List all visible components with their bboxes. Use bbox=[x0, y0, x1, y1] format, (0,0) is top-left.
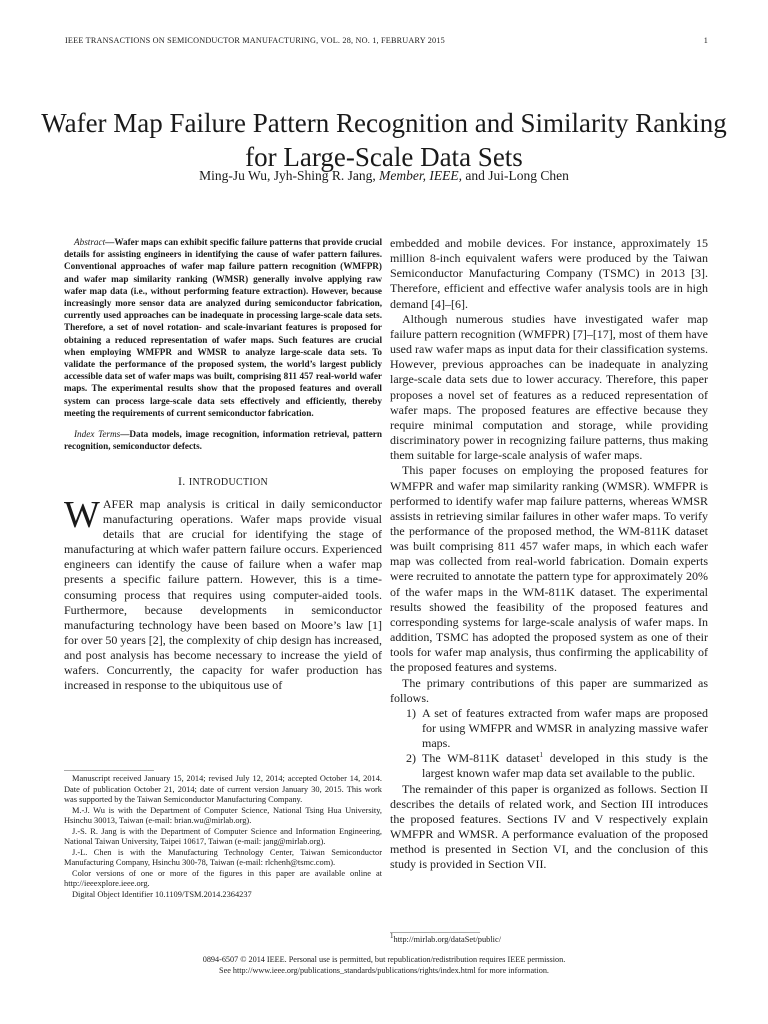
dataset-url[interactable]: http://mirlab.org/dataSet/public/ bbox=[393, 935, 502, 944]
paper-title: Wafer Map Failure Pattern Recognition and Similarity Ranking for Large-Scale Data Sets bbox=[41, 108, 727, 173]
list-item-number: 1) bbox=[406, 705, 416, 720]
section-title: INTRODUCTION bbox=[188, 477, 269, 489]
footnote-author-wu: M.-J. Wu is with the Department of Computer Science, National Tsing Hua University, Hsinchu 30013, Taiwan (e-mail: brian.wu@mirlab.org). bbox=[64, 805, 382, 825]
list-item-text-a: The WM-811K dataset bbox=[422, 751, 540, 766]
index-terms bbox=[64, 428, 382, 452]
footnote-divider bbox=[64, 770, 154, 771]
contributions-list bbox=[390, 706, 708, 782]
list-item-text bbox=[422, 751, 708, 781]
footnote-manuscript: Manuscript received January 15, 2014; revised July 12, 2014; accepted October 14, 2014. Date of publication October 21, 2014; date of current version January 30, 2015. This work was supported by the Taiwan Semiconductor Manufacturing Company. bbox=[64, 774, 382, 804]
footnote-doi: Digital Object Identifier 10.1109/TSM.2014.2364237 bbox=[72, 889, 252, 899]
author-membership: Member, IEEE, bbox=[379, 168, 462, 183]
abstract bbox=[64, 236, 382, 419]
paragraph-wmfpr-background: Although numerous studies have investigated wafer map failure pattern recognition (WMFPR) [7]–[17], most of them have used raw wafer maps as input data for their classification systems. However, previous approaches can be inadequate in analyzing large-scale data sets due to lower accuracy. Therefore, this paper proposes a novel set of features as a reduced representation of wafer maps. The proposed features are effective because they require minimal computation and storage, while providing discriminatory power in recognizing failure patterns, thus making them suitable for large-scale analysis of wafer maps. bbox=[390, 311, 708, 463]
footnote-author-chen: J.-L. Chen is with the Manufacturing Technology Center, Taiwan Semiconductor Manufacturing Company, Hsinchu 300-78, Taiwan (e-mail: rlchenh@tsmc.com). bbox=[64, 847, 382, 867]
drop-cap: W bbox=[64, 493, 100, 536]
paragraph-organization: The remainder of this paper is organized as follows. Section II describes the details of related work, and Section III introduces the proposed features. Sections IV and V respectively explain WMFPR and WMSR. A performance evaluation of the proposed method is presented in Section VI, and the conclusion of this study is provided in Section VII. bbox=[390, 781, 708, 872]
section-heading-introduction bbox=[64, 474, 382, 490]
list-item-text bbox=[422, 706, 708, 751]
author-names: Ming-Ju Wu, Jyh-Shing R. Jang, bbox=[199, 168, 380, 183]
left-column bbox=[64, 236, 382, 694]
manuscript-footnotes bbox=[64, 774, 382, 900]
copyright-line-2: See http://www.ieee.org/publications_standards/publications/rights/index.html for more information. bbox=[219, 965, 549, 975]
footnote-marker: 1 bbox=[539, 751, 543, 760]
list-item bbox=[390, 706, 708, 751]
index-terms-label: Index Terms bbox=[74, 429, 121, 440]
index-terms-text: —Data models, image recognition, information retrieval, pattern recognition, semiconductor defects. bbox=[64, 429, 382, 452]
paragraph-continuation: embedded and mobile devices. For instance, approximately 15 million 8-inch equivalent wafers were produced by the Taiwan Semiconductor Manufacturing Company (TSMC) in 2013 [3]. Therefore, efficient and effective wafer analysis tools are in high demand [4]–[6]. bbox=[390, 236, 708, 311]
right-column bbox=[390, 236, 708, 873]
section-numeral: I. bbox=[177, 474, 189, 489]
introduction-text: AFER map analysis is critical in daily semiconductor manufacturing operations. Wafer maps provide visual details that are crucial for identifying the stage of manufacturing at which wafer pattern failure occurs. Experienced engineers can identify the cause of failure when a wafer map presents a specific failure pattern. However, this is a time-consuming process that requires using computer-aided tools. Furthermore, because developments in semiconductor manufacturing technology have been based on Moore’s law [1] for over 50 years [2], the complexity of chip design has increased, and post analysis has become necessary to increase the yield of wafers. Concurrently, the capacity for wafer production has increased in response to the ubiquitous use of bbox=[64, 496, 382, 693]
copyright-line-1: 0894-6507 © 2014 IEEE. Personal use is permitted, but republication/redistribution requires IEEE permission. bbox=[202, 955, 566, 964]
author-line bbox=[30, 168, 738, 184]
abstract-text: —Wafer maps can exhibit specific failure patterns that provide crucial details for assisting engineers in identifying the cause of wafer pattern failures. Conventional approaches of wafer map failure pattern recognition (WMFPR) and wafer map similarity ranking (WMSR) generally involve applying raw wafer map data (i.e., without performing feature extraction). However, because increasingly more sensor data are analyzed during semiconductor fabrication, currently used approaches can be inadequate in processing large-scale data sets. Therefore, a set of novel rotation- and scale-invariant features is proposed for obtaining a reduced representation of wafer maps. Such features are crucial when employing WMFPR and WMSR to analyze large-scale data sets. To validate the performance of the proposed system, the world’s largest publicly accessible data set of wafer maps was built, comprising 811 457 real-world wafer maps. The experimental results show that the proposed features and overall system can process large-scale data sets effectively and efficiently, thereby meeting the requirements of current semiconductor fabrication. bbox=[64, 237, 382, 418]
introduction-paragraph bbox=[64, 493, 382, 694]
footnote-marker: 1 bbox=[390, 932, 394, 941]
paragraph-focus: This paper focuses on employing the proposed features for WMFPR and wafer map similarity ranking (WMSR). WMFPR is performed to identify wafer map failure patterns, whereas WMSR assists in retrieving similar failures in other wafer maps. To verify the performance of the proposed method, the WM-811K dataset was built comprising 811 457 wafer maps, in which each wafer map was collected from real-world fabrication. Domain experts were recruited to annotate the pattern type for approximately 20% of the wafer maps in the WM-811K dataset. The experimental results showed the feasibility of the proposed features and corresponding systems for large-scale analysis of wafer maps. In addition, TSMC has adopted the proposed system as one of their tools for wafer map analysis, thus confirming the applicability of the proposed features and systems. bbox=[390, 463, 708, 675]
footnote-author-jang: J.-S. R. Jang is with the Department of Computer Science and Information Engineering, National Taiwan University, Taipei 10617, Taiwan (e-mail: jang@mirlab.org). bbox=[64, 826, 382, 846]
paragraph-contributions-intro: The primary contributions of this paper are summarized as follows. bbox=[390, 675, 708, 705]
footnote-color-versions: Color versions of one or more of the figures in this paper are available online at http://ieeexplore.ieee.org. bbox=[64, 868, 382, 888]
dataset-footnote bbox=[390, 932, 708, 944]
running-header bbox=[65, 36, 708, 45]
journal-citation: IEEE TRANSACTIONS ON SEMICONDUCTOR MANUFACTURING, VOL. 28, NO. 1, FEBRUARY 2015 bbox=[65, 36, 445, 45]
list-item-text-a: A set of features extracted from wafer maps are proposed for using WMFPR and WMSR in analyzing massive wafer maps. bbox=[422, 705, 708, 751]
list-item-number: 2) bbox=[406, 751, 416, 766]
author-names-last: and Jui-Long Chen bbox=[461, 168, 569, 183]
copyright-notice bbox=[40, 955, 728, 976]
list-item-text-b: developed in this study is the largest known wafer map data set available to the public. bbox=[422, 751, 708, 781]
footnote-divider-right bbox=[390, 932, 480, 933]
abstract-label: Abstract bbox=[74, 237, 106, 247]
page-number: 1 bbox=[703, 36, 708, 45]
list-item bbox=[390, 751, 708, 781]
